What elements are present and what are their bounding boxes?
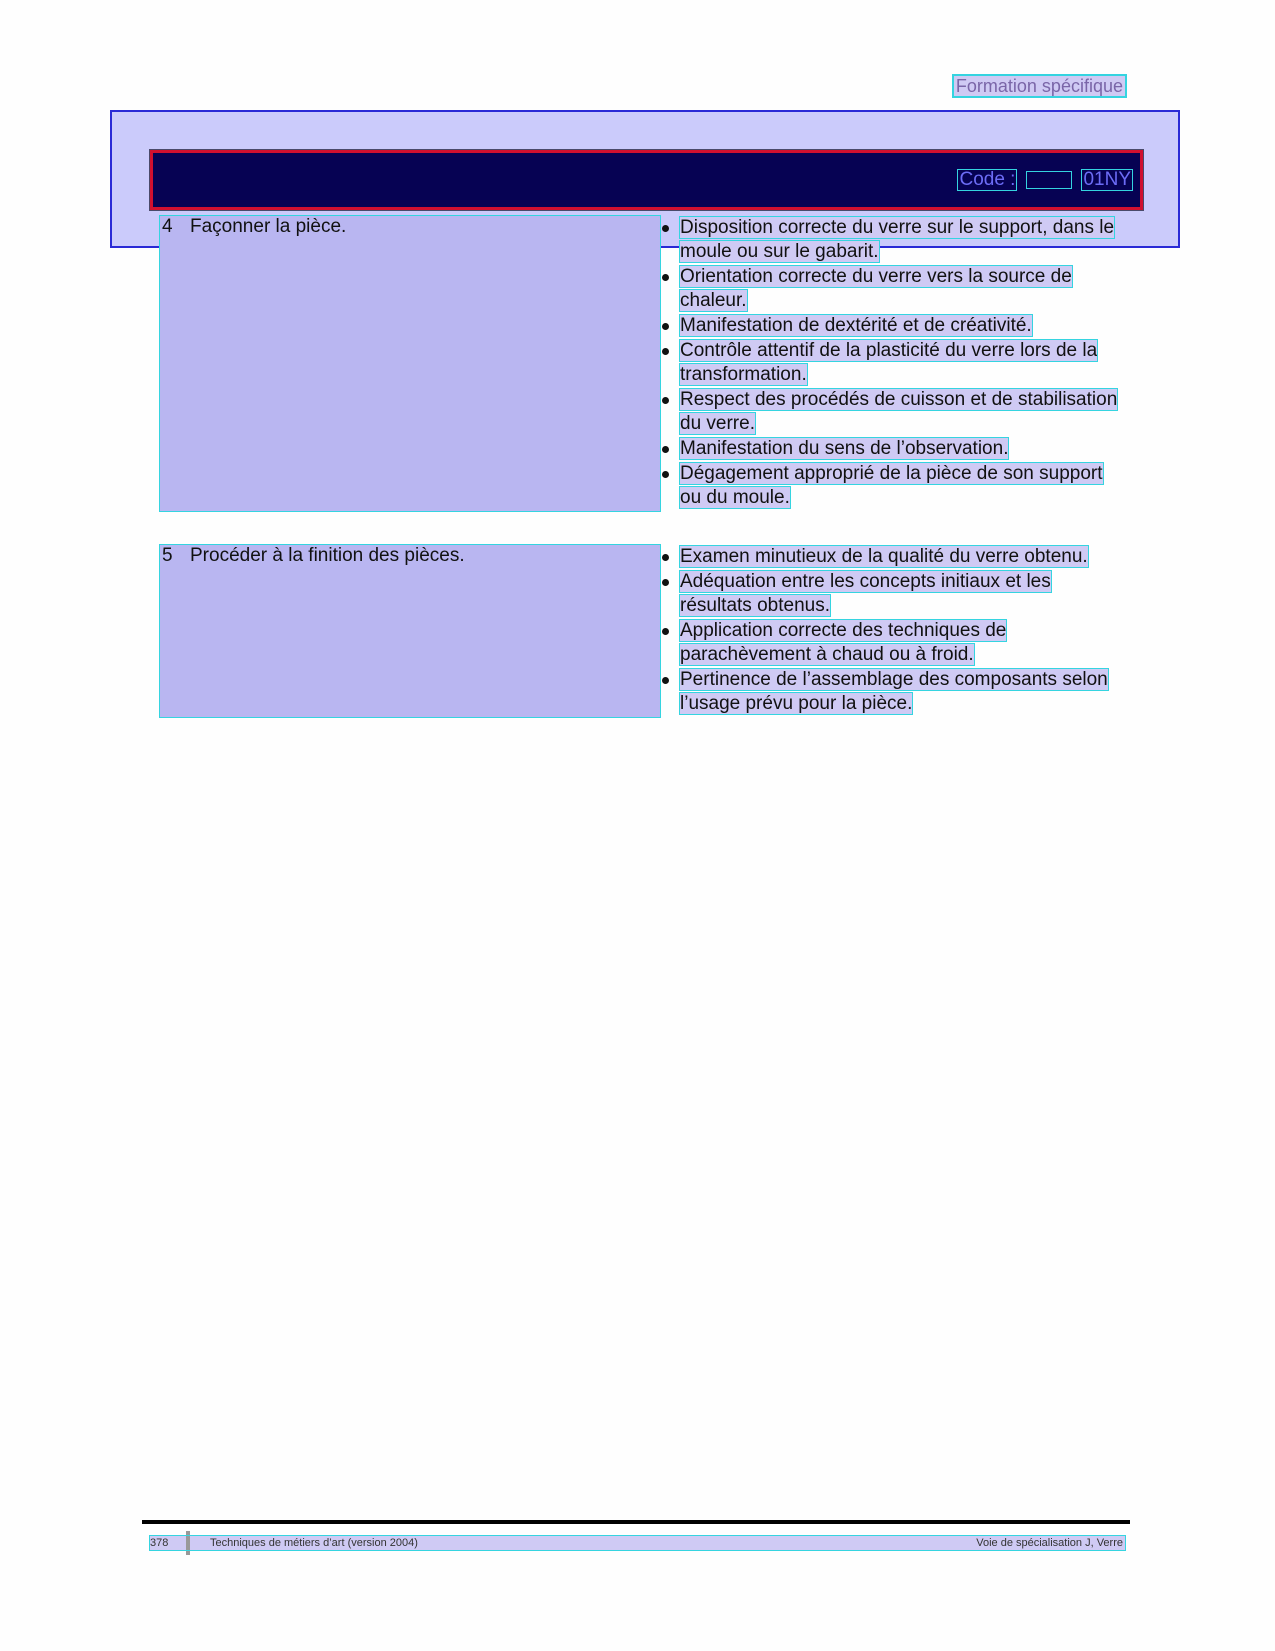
element-number: 5 [162,545,173,566]
criterion-item [660,314,1120,338]
criterion-text: Adéquation entre les concepts initiaux et les résultats obtenus. [680,571,1051,616]
element-number: 4 [162,216,173,237]
element-cell [160,545,660,717]
criterion-text: Examen minutieux de la qualité du verre obtenu. [680,546,1088,567]
footer-divider [186,1531,190,1555]
criterion-item [660,570,1120,618]
criterion-item [660,437,1120,461]
page-number: 378 [150,1537,169,1549]
element-row-5 [160,545,1120,717]
element-cell-highlight [160,216,660,511]
footer-section: Voie de spécialisation J, Verre [976,1537,1123,1549]
criterion-text: Application correcte des techniques de parachèvement à chaud ou à froid. [680,620,1007,665]
page-footer [150,1536,1125,1550]
element-text: Façonner la pièce. [190,216,347,237]
footer-rule [142,1520,1130,1524]
element-cell [160,216,660,511]
footer-title: Techniques de métiers d’art (version 2004) [210,1537,418,1549]
criterion-item [660,339,1120,387]
criterion-item [660,265,1120,313]
criterion-item [660,545,1120,569]
element-text: Procéder à la finition des pièces. [190,545,465,566]
criterion-text: Respect des procédés de cuisson et de stabilisation du verre. [680,389,1118,434]
element-row-4 [160,216,1120,511]
criterion-item [660,668,1120,716]
criterion-text: Dégagement approprié de la pièce de son support ou du moule. [680,463,1103,508]
competency-titlebar [150,150,1143,210]
criterion-item [660,216,1120,264]
header-label: Formation spécifique [955,76,1123,96]
criterion-text: Orientation correcte du verre vers la source de chaleur. [680,266,1072,311]
criterion-text: Manifestation du sens de l’observation. [680,438,1009,459]
criterion-item [660,619,1120,667]
criterion-text: Disposition correcte du verre sur le support, dans le moule ou sur le gabarit. [680,217,1115,262]
element-cell-highlight [160,545,660,717]
criterion-text: Pertinence de l’assemblage des composants selon l’usage prévu pour la pièce. [680,669,1108,714]
code-label: Code : [959,169,1016,190]
criterion-item [660,462,1120,510]
criterion-text: Contrôle attentif de la plasticité du verre lors de la transformation. [680,340,1098,385]
criteria-list [660,545,1120,717]
criterion-item [660,388,1120,436]
code-value: 01NY [1083,169,1131,190]
code-separator [1026,171,1072,189]
code-block [958,170,1132,190]
criterion-text: Manifestation de dextérité et de créativité. [680,315,1032,336]
criteria-list [660,216,1120,511]
